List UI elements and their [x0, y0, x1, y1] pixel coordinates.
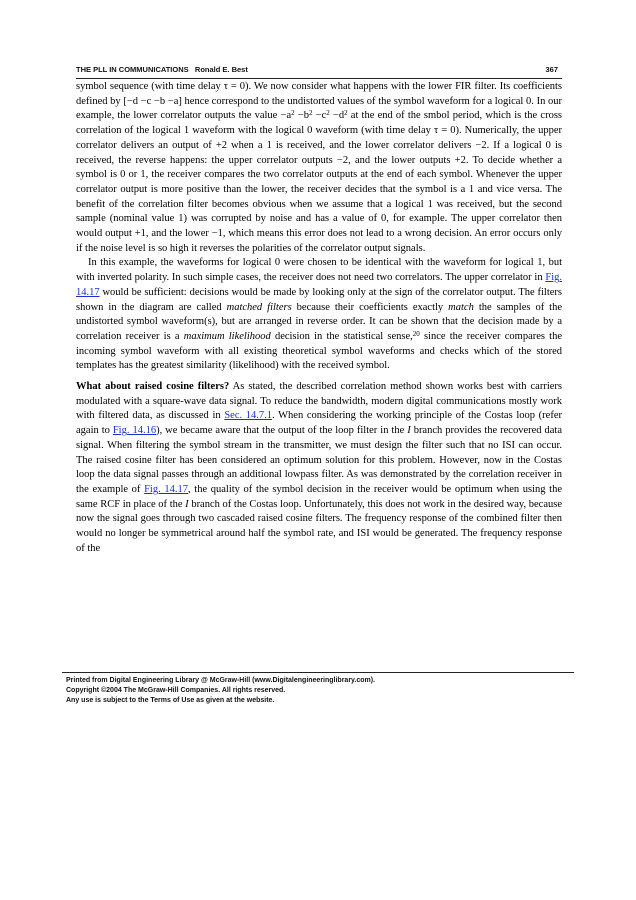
footnote-ref[interactable]: 20 — [412, 329, 420, 338]
page-number: 367 — [545, 65, 558, 74]
footer-source-line: Printed from Digital Engineering Library @ McGraw-Hill (www.Digitalengineeringlibrary.com). — [66, 677, 376, 684]
footer-rule — [62, 672, 574, 673]
paragraph-1: symbol sequence (with time delay τ = 0). We now consider what happens with the lower FIR filter. Its coefficients defined by [−d −c −b −a] hence correspond to the undistorted values of the symbol waveform for a logical 0. In our example, the lower correlator outputs the value $-a^2 -b^2 -c^2 -d^2$ at the end of the smbol period, which is the cross correlation of the logical 1 waveform with the logical 0 waveform (with time delay τ = 0). Numerically, the upper correlator delivers an output of +2 when a 1 is received, and the lower correlator delivers −2. If a logical 0 is received, the reverse happens: the upper correlator outputs −2, and the lower outputs +2. To decide whether a symbol is 0 or 1, the receiver compares the two correlator outputs at the end of each symbol. Whenever the upper correlator output is more positive than the lower, the receiver decides that the symbol is a 1 and vice versa. The benefit of the correlation filter becomes obvious when we assume that a logical 1 was received, but the second sample (nominal value 1) was corrupted by noise and has a value of 0, for example. The upper correlator then would output +1, and the lower −1, which means this error does not lead to a wrong decision. An error occurs only if the noise level is so high it reverses the polarities of the correlator output signals. — [76, 81, 562, 254]
book-title: THE PLL IN COMMUNICATIONS — [76, 65, 189, 74]
emphasis-text: matched filters — [226, 301, 292, 313]
running-header — [76, 64, 562, 78]
running-header-left — [76, 65, 248, 74]
emphasis-text: maximum likelihood — [183, 330, 271, 342]
emphasis-text: I — [407, 425, 411, 437]
run-in-heading: What about raised cosine filters? — [76, 381, 230, 393]
header-rule — [76, 78, 562, 79]
emphasis-text: match — [448, 301, 474, 313]
emphasis-text: I — [185, 498, 189, 510]
figure-link[interactable]: Fig. 14.17 — [144, 483, 188, 495]
author-name: Ronald E. Best — [194, 65, 248, 74]
section-link[interactable]: Sec. 14.7.1 — [224, 410, 273, 422]
page-footer — [66, 676, 566, 706]
footer-terms-line: Any use is subject to the Terms of Use as given at the website. — [66, 697, 275, 704]
figure-link[interactable]: Fig. 14.17 — [76, 272, 562, 298]
paragraph-2: In this example, the waveforms for logical 0 were chosen to be identical with the waveform for logical 1, but with inverted polarity. In such simple cases, the receiver does not need two correlators. The upper correlator in Fig. 14.17 would be sufficient: decisions would be made by looking only at the sign of the correlator output. The filters shown in the diagram are called matched filters because their coefficients exactly match the samples of the undistorted symbol waveform(s), but are arranged in reverse order. It can be shown that the decision made by a correlation receiver is a maximum likelihood decision in the statistical sense,$^{20}$ since the receiver compares the incoming symbol waveform with all existing theoretical symbol waveforms and checks which of the stored templates has the greatest similarity (likelihood) with the received symbol. — [76, 257, 563, 372]
figure-link[interactable]: Fig. 14.16 — [112, 425, 157, 437]
paragraph-3: What about raised cosine filters? As stated, the described correlation method shown works best with carriers modulated with a square-wave data signal. To reduce the bandwidth, modern digital communications mostly work with filtered data, as discussed in Sec. 14.7.1. When considering the working principle of the Costas loop (refer again to Fig. 14.16), we became aware that the output of the loop filter in the I branch provides the recovered data signal. When filtering the symbol stream in the transmitter, we must design the filter such that no ISI can occur. The raised cosine filter has been considered an optimum solution for this problem. However, now in the Costas loop the data signal passes through an additional lowpass filter. As was demonstrated by the correlation receiver in the example of Fig. 14.17, the quality of the symbol decision in the receiver would be optimum when using the same RCF in place of the I branch of the Costas loop. Unfortunately, this does not work in the desired way, because now the signal goes through two cascaded raised cosine filters. The frequency response of the combined filter then would no longer be symmetrical around half the symbol rate, and ISI would be generated. The frequency response of the — [76, 381, 562, 554]
body-text — [76, 80, 562, 557]
footer-copyright-line: Copyright ©2004 The McGraw-Hill Companies. All rights reserved. — [66, 687, 286, 694]
